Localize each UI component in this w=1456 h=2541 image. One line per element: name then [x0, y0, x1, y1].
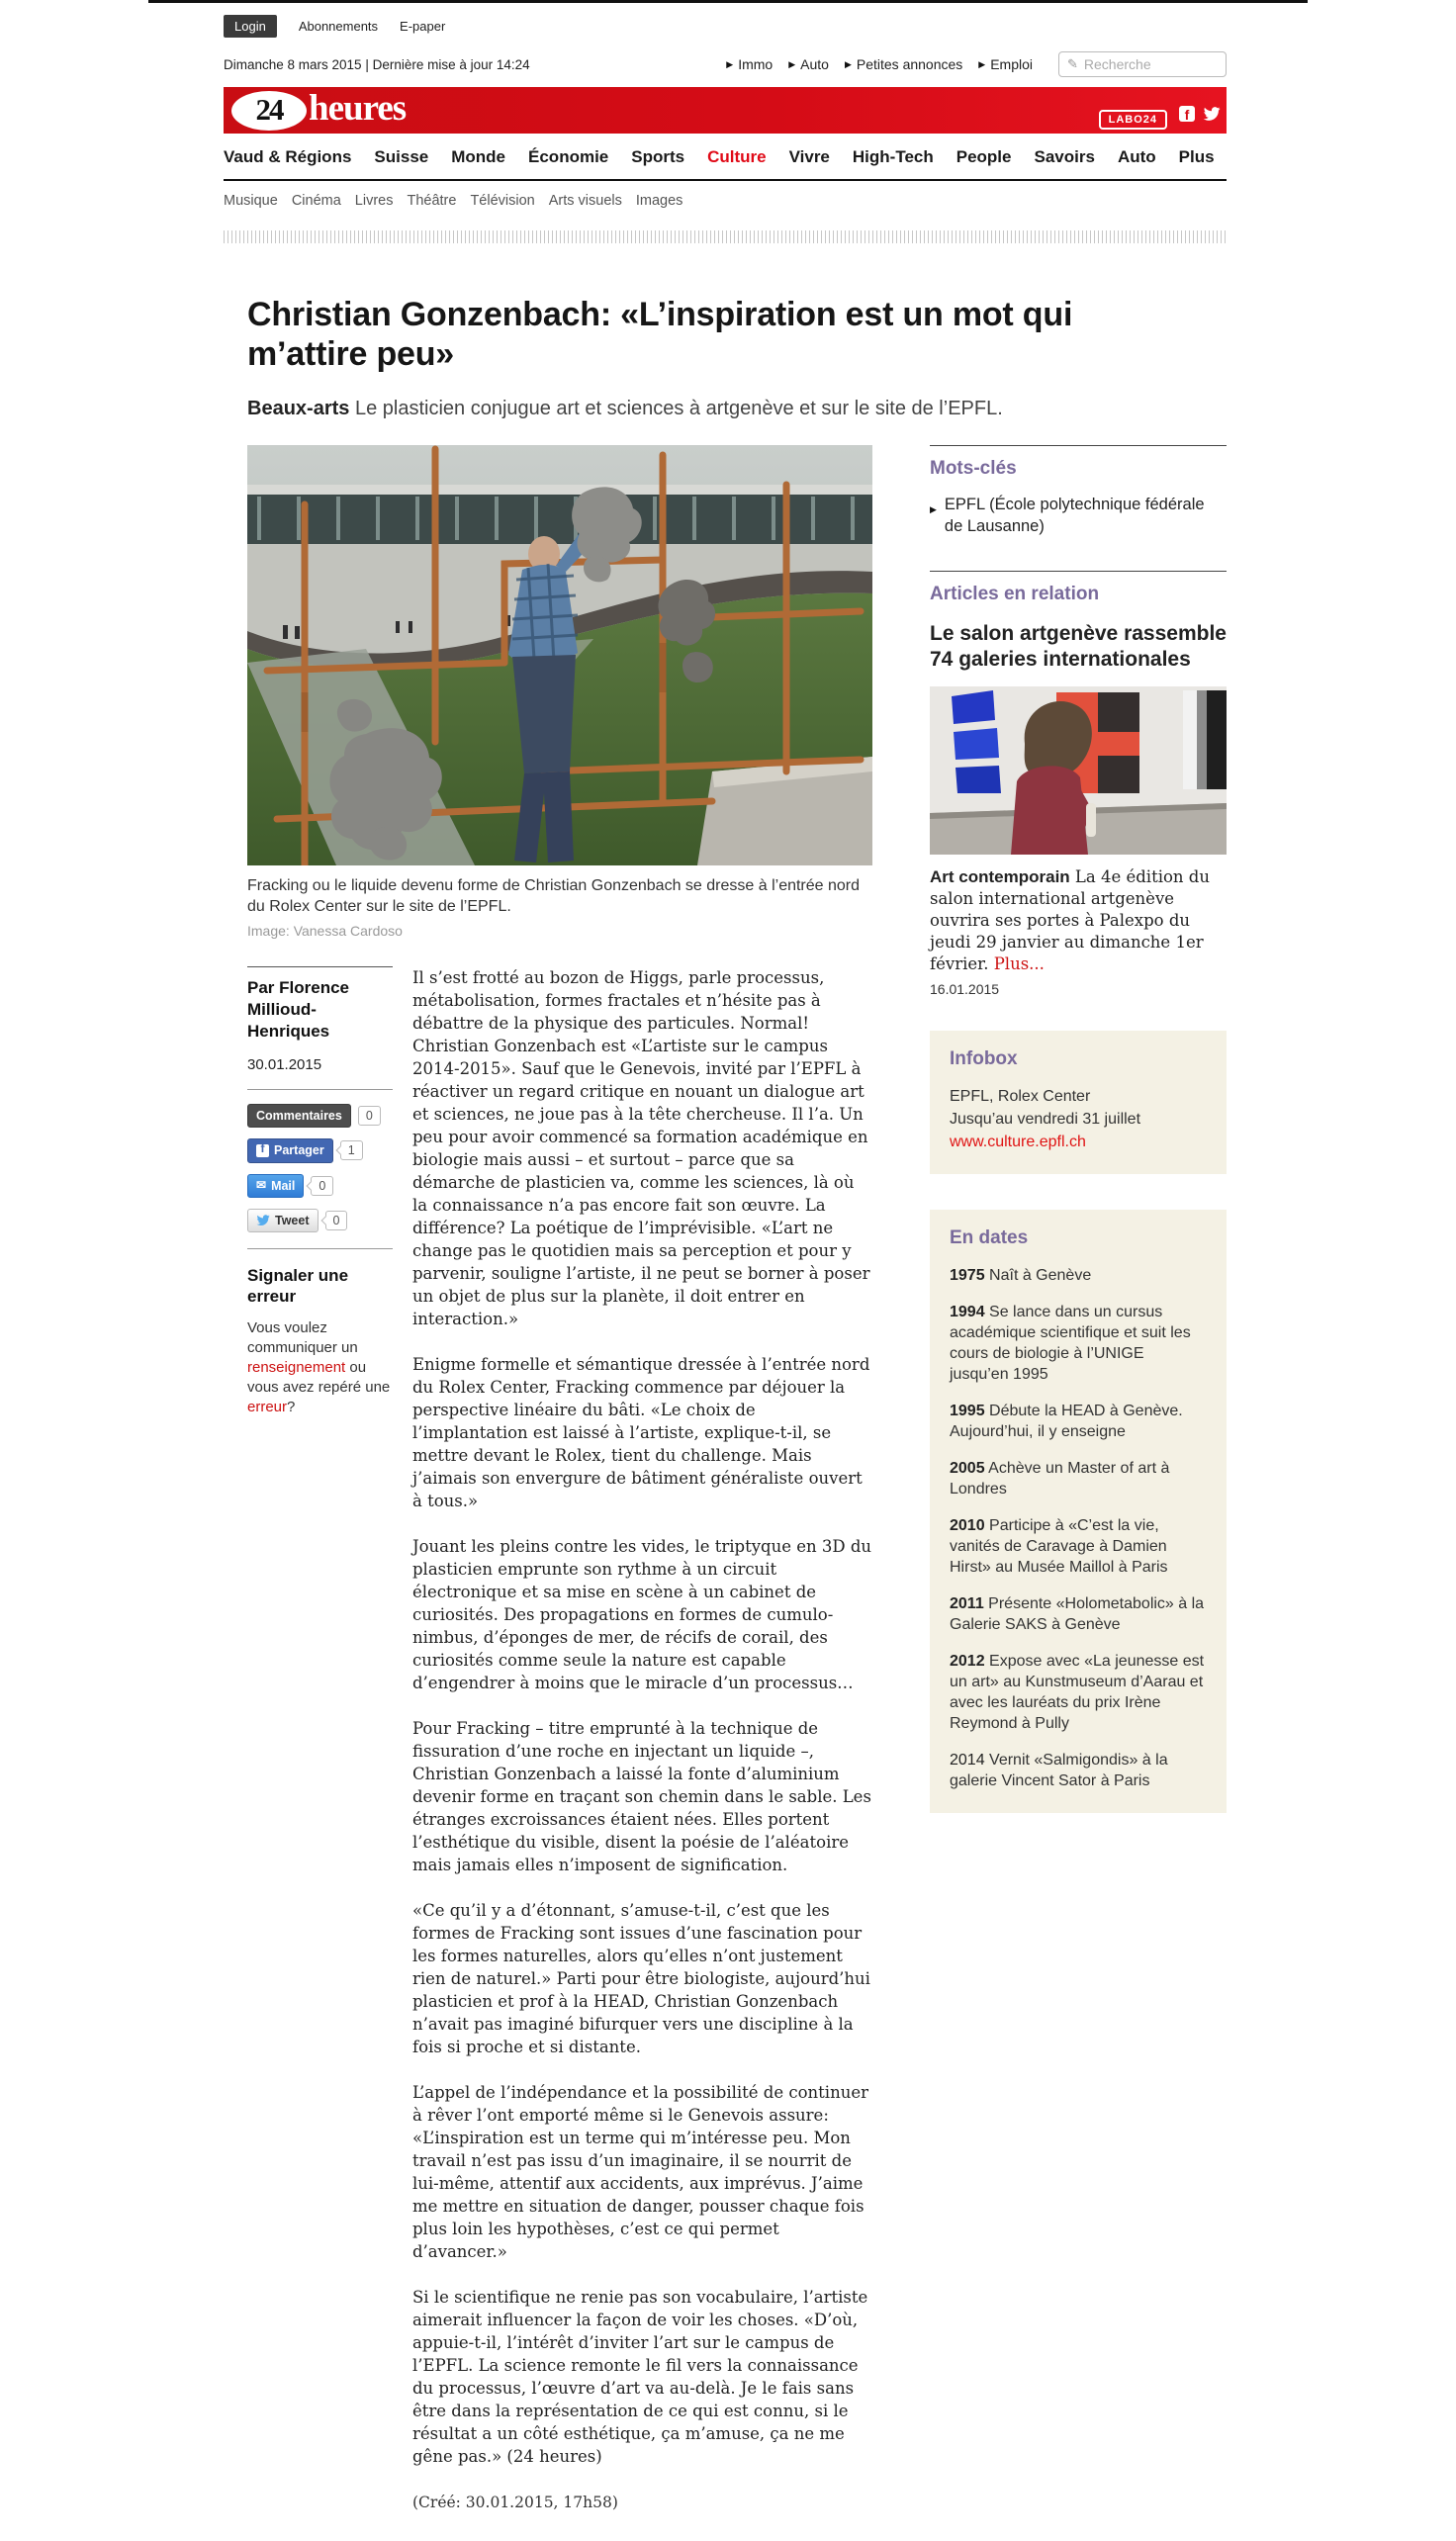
quicklink-petites-annonces[interactable]: ▶ Petites annonces [844, 56, 963, 72]
related-article-link[interactable]: Le salon artgenève rassemble 74 galeries internationales [930, 622, 1227, 671]
search-pencil-icon: ✎ [1067, 56, 1078, 71]
date-entry: 2005 Achève un Master of art à Londres [950, 1460, 1170, 1497]
striped-divider [224, 230, 1227, 243]
infobox-line: Jusqu’au vendredi 31 juillet [950, 1111, 1141, 1128]
facebook-share-count: 1 [340, 1140, 363, 1160]
nav-savoirs[interactable]: Savoirs [1034, 147, 1095, 166]
report-error-title: Signaler une erreur [247, 1266, 349, 1306]
site-logo[interactable] [231, 90, 406, 131]
comments-row [247, 1104, 393, 1128]
article-body [412, 966, 872, 2511]
tweet-button[interactable]: Tweet [247, 1209, 318, 1232]
infobox-line: EPFL, Rolex Center [950, 1088, 1091, 1105]
date-entry: 1995 Débute la HEAD à Genève. Aujourd’hui, il y enseigne [950, 1403, 1183, 1440]
report-error-block [247, 1265, 393, 1417]
share-tools [247, 1104, 393, 1232]
date-row [224, 51, 1227, 77]
page-title: Christian Gonzenbach: «L’inspiration est un mot qui m’attire peu» [247, 296, 1073, 373]
related-section [930, 571, 1227, 997]
quicklink-emploi[interactable]: ▶ Emploi [978, 56, 1033, 72]
triangle-icon: ▶ [844, 58, 852, 69]
comments-count: 0 [358, 1106, 381, 1126]
related-more-link[interactable]: Plus... [993, 954, 1045, 973]
article-paragraph: Si le scientifique ne renie pas son vocabulaire, l’artiste aimerait influencer la façon de voir les choses. «D’où, appuie-t-il, l’intérêt d’inviter l’art sur le campus de l’EPFL. La science remonte le fil vers la connaissance du processus, l’œuvre d’art va au-delà. Je le fais sans être dans la représentation de ce qui est connu, si le résultat a un côté esthétique, ça m’amuse, ça ne me gêne pas.» (24 heures) [412, 2288, 868, 2466]
subnav-livres[interactable]: Livres [354, 193, 394, 209]
nav-plus[interactable]: Plus [1178, 147, 1215, 166]
epaper-link[interactable]: E-paper [400, 19, 446, 34]
divider [247, 1248, 393, 1249]
masthead [224, 87, 1227, 134]
article-paragraph: Enigme formelle et sémantique dressée à l’entrée nord du Rolex Center, Fracking commence par déjouer la perspective linéaire du bâti. «Le choix de l’implantation est laissé à l’artiste, explique-t-il, se mettre devant le Rolex, tient du challenge. Mais j’aimais son envergure de bâtiment généraliste ouvert à tous.» [412, 1355, 870, 1510]
nav-people[interactable]: People [956, 147, 1012, 166]
facebook-share-row [247, 1138, 393, 1162]
article-kicker: Beaux-arts [247, 398, 350, 419]
infobox-title: Infobox [950, 1048, 1018, 1069]
subnav-musique[interactable]: Musique [224, 193, 278, 209]
date-line: Dimanche 8 mars 2015 | Dernière mise à jour 14:24 [224, 56, 530, 72]
date-entry: 2011 Présente «Holometabolic» à la Galerie SAKS à Genève [950, 1595, 1205, 1633]
masthead-social [1179, 106, 1221, 122]
article-paragraph: L’appel de l’indépendance et la possibilité de continuer à rêver l’ont emporté même si le Genevois assure: «L’inspiration est un terme qui m’intéresse peu. Mon travail n’est pas issu d’un imaginaire, il se nourrit de lui-même, attentif aux accidents, aux imprévus. J’aime me mettre en situation de danger, pousser chaque fois plus loin les hypothèses, c’est ce qui permet d’avancer.» [412, 2083, 868, 2261]
subnav-cinema[interactable]: Cinéma [291, 193, 341, 209]
byline: Par Florence Millioud-Henriques [247, 978, 349, 1041]
twitter-icon [256, 1215, 270, 1226]
date-entry: 2014 Vernit «Salmigondis» à la galerie Vincent Sator à Paris [950, 1752, 1168, 1789]
date-entry: 2012 Expose avec «La jeunesse est un art» au Kunstmuseum d’Aarau et avec les lauréats du prix Irène Reymond à Pully [950, 1653, 1205, 1732]
keywords-section [930, 445, 1227, 537]
triangle-icon: ▶ [726, 58, 734, 69]
keywords-title: Mots-clés [930, 458, 1017, 479]
search-input[interactable] [1084, 56, 1203, 72]
nav-suisse[interactable]: Suisse [374, 147, 429, 166]
top-bar [224, 3, 1227, 38]
envelope-icon: ✉ [256, 1177, 267, 1192]
author-rail [247, 966, 393, 2511]
article-paragraph: Il s’est frotté au bozon de Higgs, parle processus, métabolisation, formes fractales et n’hésite pas à débattre de la physique des particules. Normal! Christian Gonzenbach est «L’artiste sur le campus 2014-2015». Sauf que le Genevois, invité par l’EPFL à réactiver un regard critique en nouant un dialogue art et sciences, ne joue pas à la tête chercheuse. Il l’a. Un peu pour avoir commencé sa formation académique en biologie mais aussi – et surtout – parce que sa démarche de plasticien va, comme les sciences, là où la connaissance n’a pas encore fait son œuvre. La différence? La poétique de l’imprévisible. «L’art ne change pas le quotidien mais sa perception et pour y parvenir, souligne l’artiste, il ne peut se borner à poser un objet de plus sur la planète, il doit entrer en interaction.» [412, 968, 870, 1328]
related-kicker: Art contemporain [930, 867, 1070, 886]
subnav-television[interactable]: Télévision [470, 193, 535, 209]
triangle-icon: ▶ [930, 504, 937, 514]
subnav-theatre[interactable]: Théâtre [407, 193, 457, 209]
article [247, 243, 1227, 2511]
infobox-link[interactable]: www.culture.epfl.ch [950, 1134, 1086, 1150]
mail-count: 0 [311, 1176, 333, 1196]
logo-24-ellipse: 24 [231, 91, 307, 131]
fracking-sculpture-photo [247, 445, 872, 865]
abonnements-link[interactable]: Abonnements [298, 19, 379, 34]
masthead-right [1099, 106, 1221, 130]
sidebar [930, 445, 1227, 2511]
nav-economie[interactable]: Économie [528, 147, 609, 166]
subnav-arts-visuels[interactable]: Arts visuels [548, 193, 622, 209]
tweet-count: 0 [325, 1211, 348, 1230]
dates-box [930, 1210, 1227, 1813]
article-paragraph: Pour Fracking – titre emprunté à la technique de fissuration d’une roche en injectant un liquide –, Christian Gonzenbach a laissé la fonte d’aluminium devenir forme en traçant son chemin dans le sable. Les étranges excroissances étaient nées. Elles portent l’esthétique du visible, disent la poésie de l’aléatoire mais jamais elles n’imposent de signification. [412, 1719, 871, 1874]
related-teaser: Art contemporain La 4e édition du salon international artgenève ouvrira ses portes à Palexpo du jeudi 29 janvier au dimanche 1er février. Plus... [930, 867, 1210, 973]
tweet-row [247, 1209, 393, 1232]
facebook-share-button[interactable]: f Partager [247, 1138, 333, 1162]
publish-date: 30.01.2015 [247, 1056, 322, 1073]
comments-button[interactable]: Commentaires [247, 1104, 351, 1128]
facebook-icon: f [256, 1144, 269, 1157]
related-article-image[interactable] [930, 686, 1227, 855]
divider [247, 1089, 393, 1090]
nav-hightech[interactable]: High-Tech [852, 147, 934, 166]
keyword-epfl-link[interactable]: ▶ EPFL (École polytechnique fédérale de Lausanne) [930, 496, 1205, 535]
renseignement-link[interactable]: renseignement [247, 1359, 346, 1376]
page [148, 0, 1308, 2541]
triangle-icon: ▶ [788, 58, 796, 69]
triangle-icon: ▶ [978, 58, 986, 69]
dates-title: En dates [950, 1227, 1029, 1248]
main-column [247, 445, 872, 2511]
created-timestamp: (Créé: 30.01.2015, 17h58) [412, 2494, 618, 2511]
nav-monde[interactable]: Monde [451, 147, 506, 166]
infobox [930, 1031, 1227, 1174]
sub-nav [224, 181, 1227, 219]
article-paragraph: Jouant les pleins contre les vides, le triptyque en 3D du plasticien emprunte son rythme à un circuit électronique et sa mise en scène à un cabinet de curiosités. Des propagations en formes de cumulo-nimbus, d’éponges de mer, de récifs de corail, des curiosités comme seule la nature est capable d’engendrer à moins que le miracle d’un processus… [412, 1537, 872, 1692]
quicklinks [726, 51, 1227, 77]
quicklink-immo[interactable]: ▶ Immo [726, 56, 774, 72]
related-title: Articles en relation [930, 584, 1100, 604]
date-entry: 2010 Participe à «C’est la vie, vanités de Caravage à Damien Hirst» au Musée Maillol à Paris [950, 1517, 1168, 1576]
facebook-icon[interactable]: f [1179, 106, 1195, 122]
nav-auto[interactable]: Auto [1117, 147, 1156, 166]
mail-row [247, 1174, 393, 1198]
logo-heures-text: heures [309, 88, 407, 129]
article-paragraph: «Ce qu’il y a d’étonnant, s’amuse-t-il, c’est que les formes de Fracking sont issues d’une fascination pour les formes naturelles, alors qu’elles n’ont justement rien de naturel.» Parti pour être biologiste, aujourd’hui plasticien et prof à la HEAD, Christian Gonzenbach n’avait pas imaginé bifurquer vers une discipline à la fois si proche et si distante. [412, 1901, 870, 2056]
login-button[interactable]: Login [224, 15, 277, 38]
nav-sports[interactable]: Sports [631, 147, 685, 166]
main-article-image [247, 445, 872, 939]
nav-vaud-regions[interactable]: Vaud & Régions [224, 147, 352, 166]
erreur-link[interactable]: erreur [247, 1399, 288, 1415]
related-date: 16.01.2015 [930, 981, 1000, 997]
image-credit: Image: Vanessa Cardoso [247, 923, 403, 939]
mail-button[interactable]: ✉ Mail [247, 1174, 304, 1198]
image-caption: Fracking ou le liquide devenu forme de Christian Gonzenbach se dresse à l’entrée nord du Rolex Center sur le site de l’EPFL. [247, 877, 861, 915]
date-entry: 1994 Se lance dans un cursus académique scientifique et suit les cours de biologie à l’UNIGE jusqu’en 1995 [950, 1304, 1191, 1383]
site-header [224, 3, 1227, 243]
divider [247, 966, 393, 967]
nav-vivre[interactable]: Vivre [788, 147, 830, 166]
labo24-badge[interactable]: LABO24 [1099, 110, 1167, 130]
article-lead: Beaux-arts Le plasticien conjugue art et sciences à artgenève et sur le site de l’EPFL. [247, 398, 1003, 419]
search-box [1058, 51, 1227, 77]
subnav-images[interactable]: Images [635, 193, 683, 209]
twitter-icon[interactable] [1203, 107, 1221, 122]
main-nav [224, 134, 1227, 181]
quicklink-auto[interactable]: ▶ Auto [788, 56, 829, 72]
report-error-text: Vous voulez communiquer un renseignement ou vous avez repéré une erreur? [247, 1319, 391, 1415]
nav-culture[interactable]: Culture [707, 147, 767, 166]
date-entry: 1975 Naît à Genève [950, 1267, 1092, 1284]
